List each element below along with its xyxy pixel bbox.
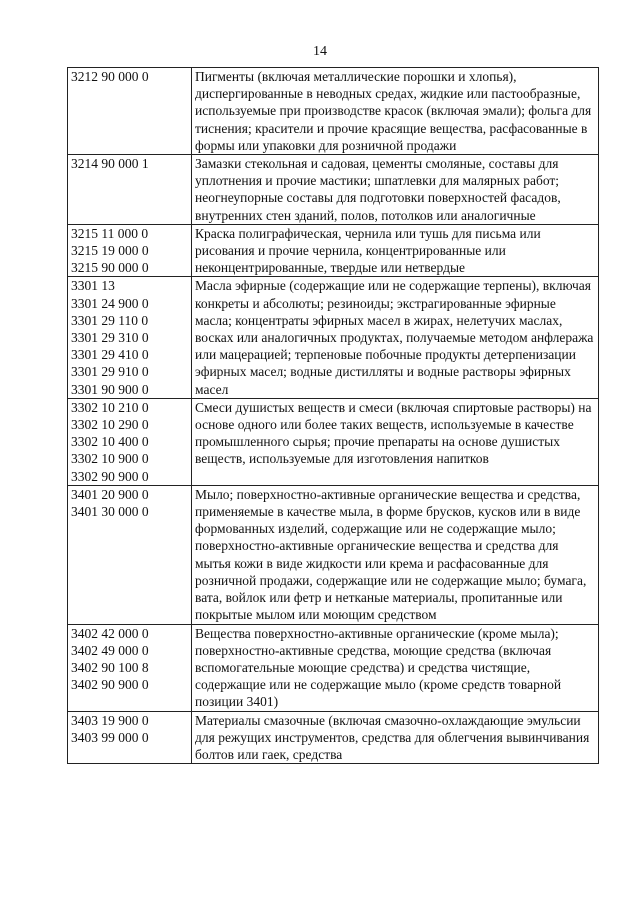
hs-code: 3302 90 900 0 — [71, 468, 149, 484]
goods-code-table — [67, 67, 599, 764]
hs-code: 3215 11 000 0 — [71, 225, 149, 241]
goods-description: Вещества поверхностно-активные органические (кроме мыла); поверхностно-активные средства, моющие средства (включая вспомогательные моющие средства) и средства чистящие, содержащие или не содержащие мыло (кроме средств товарной позиции 3401) — [195, 625, 562, 710]
hs-code: 3301 29 910 0 — [71, 364, 149, 380]
table-row — [68, 398, 599, 485]
hs-code: 3215 19 000 0 — [71, 243, 149, 259]
table-row — [68, 624, 599, 711]
hs-code: 3401 30 000 0 — [71, 504, 149, 520]
goods-description: Материалы смазочные (включая смазочно-охлаждающие эмульсии для режущих инструментов, средства для облегчения вывинчивания болтов или гаек, средства — [195, 712, 590, 762]
hs-code: 3402 90 100 8 — [71, 659, 149, 675]
description-cell — [192, 277, 599, 398]
code-cell — [68, 68, 192, 155]
hs-code: 3401 20 900 0 — [71, 486, 149, 502]
hs-code: 3301 29 310 0 — [71, 330, 149, 346]
goods-description: Мыло; поверхностно-активные органические вещества и средства, применяемые в качестве мыла, в форме брусков, кусков или в виде формованных изделий, содержащие или не содержащие мыло; поверхностно-активные органические вещества и средства для мытья кожи в виде жидкости или крема и расфасованные для розничной продажи, содержащие или не содержащие мыло; бумага, вата, войлок или фетр и нетканые материалы, пропитанные или покрытые мылом или моющим средством — [195, 486, 587, 623]
code-cell — [68, 485, 192, 624]
hs-code: 3301 24 900 0 — [71, 295, 149, 311]
hs-code: 3214 90 000 1 — [71, 156, 149, 172]
code-cell — [68, 155, 192, 225]
hs-code: 3302 10 400 0 — [71, 434, 149, 450]
table-row — [68, 224, 599, 277]
goods-description: Масла эфирные (содержащие или не содержащие терпены), включая конкреты и абсолюты; резиноиды; экстрагированные эфирные масла; концентраты эфирных масел в жирах, нелетучих маслах, восках или аналогичных продуктах, получаемые методом анфлеража или мацерацией; терпеновые побочные продукты детерпенизации эфирных масел; водные дистилляты и водные растворы эфирных масел — [195, 278, 594, 397]
code-cell — [68, 711, 192, 764]
description-cell — [192, 624, 599, 711]
hs-code: 3402 49 000 0 — [71, 642, 149, 658]
hs-code: 3403 99 000 0 — [71, 729, 149, 745]
goods-description: Замазки стекольная и садовая, цементы смоляные, составы для уплотнения и прочие мастики; шпатлевки для малярных работ; неогнеупорные составы для подготовки поверхностей фасадов, внутренних стен зданий, полов, потолков или аналогичные — [195, 156, 561, 223]
hs-code: 3302 10 210 0 — [71, 399, 149, 415]
table-row — [68, 68, 599, 155]
page-number: 14 — [313, 44, 327, 59]
hs-code: 3402 90 900 0 — [71, 677, 149, 693]
hs-code: 3215 90 000 0 — [71, 260, 149, 276]
description-cell — [192, 68, 599, 155]
description-cell — [192, 155, 599, 225]
description-cell — [192, 711, 599, 764]
hs-code: 3301 29 410 0 — [71, 347, 149, 363]
hs-code: 3301 13 — [71, 278, 115, 294]
table-row — [68, 155, 599, 225]
goods-description: Пигменты (включая металлические порошки и хлопья), диспергированные в неводных средах, жидкие или пастообразные, используемые при производстве красок (включая эмали); фольга для тиснения; красители и прочие красящие вещества, расфасованные в формы или упаковки для розничной продажи — [195, 69, 592, 153]
code-cell — [68, 277, 192, 398]
hs-code: 3402 42 000 0 — [71, 625, 149, 641]
code-cell — [68, 224, 192, 277]
table-row — [68, 711, 599, 764]
hs-code: 3302 10 900 0 — [71, 451, 149, 467]
description-cell — [192, 224, 599, 277]
description-cell — [192, 485, 599, 624]
code-cell — [68, 398, 192, 485]
hs-code: 3403 19 900 0 — [71, 712, 149, 728]
table-row — [68, 485, 599, 624]
hs-code: 3302 10 290 0 — [71, 417, 149, 433]
hs-code: 3301 29 110 0 — [71, 312, 149, 328]
table-row — [68, 277, 599, 398]
code-cell — [68, 624, 192, 711]
goods-description: Смеси душистых веществ и смеси (включая спиртовые растворы) на основе одного или более таких веществ, используемые в качестве промышленного сырья; прочие препараты на основе душистых веществ, используемые для изготовления напитков — [195, 399, 592, 467]
goods-description: Краска полиграфическая, чернила или тушь для письма или рисования и прочие чернила, концентрированные или неконцентрированные, твердые или нетвердые — [195, 225, 541, 276]
description-cell — [192, 398, 599, 485]
hs-code: 3212 90 000 0 — [71, 69, 149, 84]
hs-code: 3301 90 900 0 — [71, 381, 149, 397]
